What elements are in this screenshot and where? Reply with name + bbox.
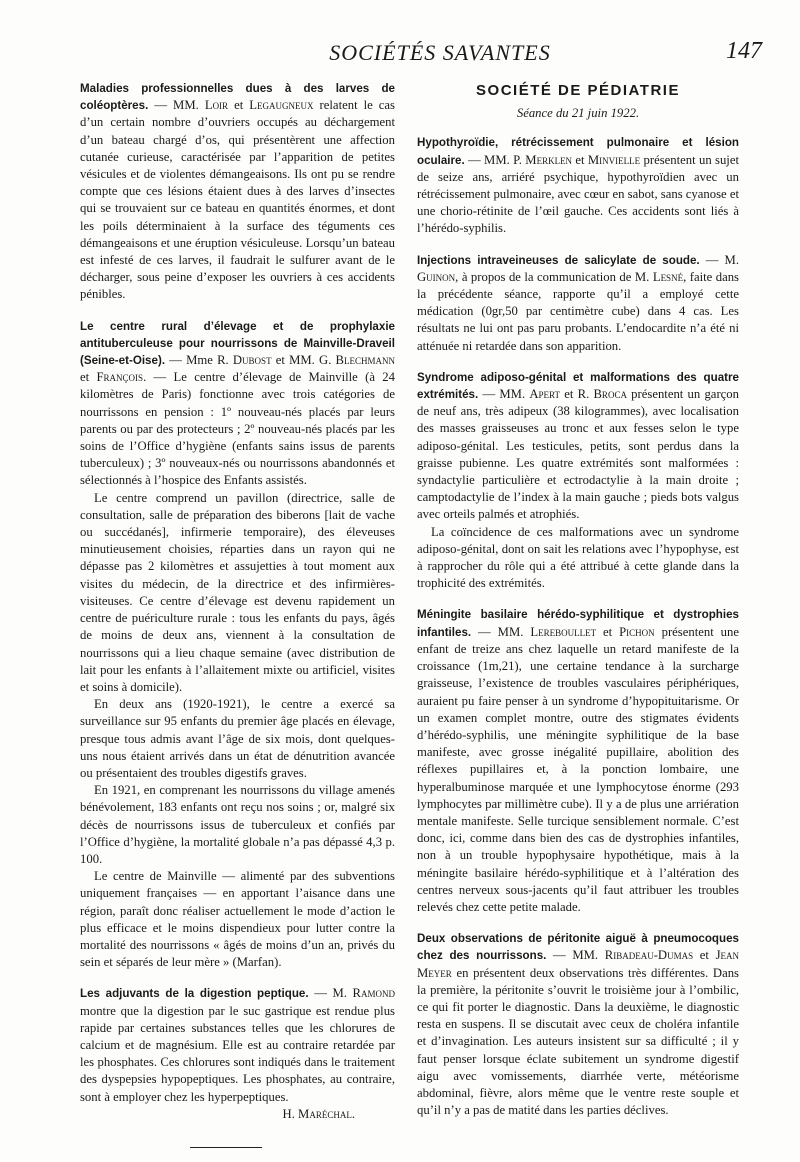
article-hypothyroidie [417, 134, 739, 237]
separator: — Mme [165, 353, 218, 368]
separator: — MM. [471, 624, 531, 639]
conjunction: et [572, 152, 588, 167]
author-name: R. Broca [577, 387, 627, 402]
article-title: Deux observations de péritonite aiguë à pneumocoques chez des nourrissons. [417, 932, 739, 963]
author-name: Guinon [417, 269, 456, 284]
conjunction: et [693, 948, 716, 963]
author-name: Pichon [619, 624, 655, 639]
author-name: R. Dubost [217, 353, 272, 368]
running-head [60, 40, 762, 66]
author-name: Loir [204, 98, 229, 113]
separator: — M. [308, 986, 353, 1001]
author-name: G. Blechmann [319, 353, 396, 368]
author-name: François [96, 370, 144, 385]
article-syndrome [417, 369, 739, 593]
article-body: présentent un garçon de neuf ans, très adipeux (38 kilogrammes), avec localisation des masses graisseuses au tronc et aux fesses selon le type adiposo-génital. Les testicules, petits, sont perdus dans la graisse pubienne. Les quatre extrémités sont malformées : syndactylie particulière et ectrodactylie à la main droite ; camptodactylie de l’index à la main gauche ; pieds bots valgus avec orteils palmés et atrophiés. [417, 387, 739, 522]
society-title: SOCIÉTÉ DE PÉDIATRIE [476, 82, 680, 99]
separator: — M. [699, 252, 739, 267]
separator: — MM. [478, 387, 530, 402]
separator: — MM. [546, 948, 605, 963]
author-name: Apert [529, 387, 560, 402]
article-paragraph [417, 930, 739, 1119]
article-paragraph [417, 606, 739, 916]
article-centre-rural [80, 318, 395, 972]
author-name: Jean Meyer [417, 948, 739, 980]
session-date: Séance du 21 juin 1922. [516, 106, 640, 121]
article-injections [417, 252, 739, 355]
article-body: présentent un sujet de seize ans, arriéré psychique, hypothyroïdien avec un rétrécissement pulmonaire, avec cœur en sabot, sans cyanose et une chorio-rétinite de l’œil gauche. Ces accidents sont liés à l’hérédo-syphilis. [417, 152, 739, 236]
article-paragraph [417, 134, 739, 237]
article-body: présentent une enfant de treize ans chez laquelle un retard manifeste de la croissance (1m,21), une certaine tendance à la surcharge graisseuse, l’existence de troubles vasculaires périphériques, auraient pu faire penser à un syndrome d’hypopituitarisme. Or un examen complet montre, outre des stigmates évidents d’hérédo-syphilis, une méningite syphilitique de la base manifeste, avec grosse inégalité pupillaire, abolition des réflexes pupillaires et, à la ponction lombaire, une hyperalbuminose marquée et une lymphocytose énorme (293 lymphocytes par millimètre cube). Il y a de plus une arriération mentale manifeste. Selle turcique sensiblement normale. C’est donc, ici, comme dans bien des cas de dystrophies infantiles, non à un trouble hypophysaire hypothétique, mais à la méningite basilaire hérédo-syphilitique et à l’altération des centres nerveux sous-jacents qu’il faut attribuer les troubles relevés chez cette petite malade. [417, 624, 739, 914]
article-title: Syndrome adiposo-génital et malformations des quatre extrémités. [417, 370, 739, 402]
article-paragraph: En 1921, en comprenant les nourrissons du village amenés bénévolement, 183 enfants ont reçu nos soins ; or, malgré six décès de nourrissons issus de tuberculeux et confiés par l’Office d’hygiène, la mortalité globale n’a pas dépassé 4,3 p. 100. [80, 783, 395, 866]
author-name: Legaugneux [249, 98, 314, 113]
article-title: Méningite basilaire hérédo-syphilitique et dystrophies infantiles. [417, 608, 739, 639]
article-title: Maladies professionnelles dues à des larves de coléoptères. [80, 82, 395, 113]
article-body: . — Le centre d’élevage de Mainville (à 24 kilomètres de Paris) fonctionne avec trois catégories de nourrissons en pension : 1º nouveau-nés placés par leurs parents ou par des protecteurs ; 2º nouveau-nés placés par les soins de l’Office d’hygiène (enfants sains issus de parents tuberculeux) ; 3º nouveaux-nés ou nourrissons abandonnés et sélectionnés à l’hospice des Enfants assistés. [80, 370, 395, 488]
article-paragraph [417, 369, 739, 524]
conjunction: et [596, 624, 620, 639]
article-peritonite [417, 930, 739, 1119]
conjunction: , à propos de la communication de M. [455, 269, 653, 284]
conjunction: et [80, 370, 97, 385]
author-name: P. Merklen [513, 152, 573, 167]
author-name: Minvielle [587, 152, 641, 167]
signature: H. Maréchal. [282, 1106, 355, 1121]
author-name: Lereboullet [530, 624, 597, 639]
article-maladies [80, 80, 395, 304]
article-paragraph [80, 318, 395, 490]
separator: — MM. [464, 152, 514, 167]
article-paragraph [80, 985, 395, 1105]
article-paragraph: En deux ans (1920-1921), le centre a exercé sa surveillance sur 95 enfants du premier âge placés en élevage, presque tous admis avant l’âge de six mois, dont quelques-uns nous étaient arrivés dans un état de dénutrition avancée ou présentaient des troubles digestifs graves. [80, 697, 395, 780]
author-name: Ribadeau-Dumas [604, 948, 694, 963]
article-title: Les adjuvants de la digestion peptique. [80, 987, 309, 1001]
end-rule [190, 1147, 262, 1148]
article-paragraph: Le centre comprend un pavillon (directrice, salle de consultation, salle de préparation des biberons [lait de vache ou succédanés], infirmerie temporaire), des éleveuses minutieusement choisies, réparties dans un rayon qui ne dépasse pas 2 kilomètres et assujetties à tout moment aux visites du médecin, de la directrice et des infirmières-visiteuses. Ce centre d’élevage est devenu rapidement un centre de puériculture rurale : tous les enfants du pays, âgés de moins de deux ans, viennent à la consultation de nourrissons qui a lieu chaque semaine (avec distribution de lait pour les enfants à l’allaitement mixte ou artificiel, visites et soins à domicile). [80, 490, 395, 694]
article-title: Injections intraveineuses de salicylate de soude. [417, 253, 700, 267]
article-body: en présentent deux observations très différentes. Dans la première, la péritonite s’ouvrit le troisième jour à l’ombilic, ce qui fit porter le diagnostic. Dans la deuxième, le diagnostic resta en suspens. Il se discutait avec ceux de choléra infantile et d’invagination. Les auteurs insistent sur sa difficulté ; il y faut penser lorsque éclate subitement un syndrome digestif aigu avec vomissements, diarrhée verte, météorisme abdominal, fièvre, alors même que le ventre reste souple et qu’il n’y a pas de matité dans les parties déclives. [417, 965, 739, 1118]
article-title: Le centre rural d’élevage et de prophylaxie antituberculeuse pour nourrissons de Mainville-Draveil (Seine-et-Oise). [80, 319, 395, 368]
conjunction: et [559, 387, 578, 402]
left-column [80, 80, 395, 1162]
article-paragraph [417, 252, 739, 355]
article-paragraph: Le centre de Mainville — alimenté par des subventions uniquement françaises — en apportant l’aisance dans une région, paraît donc réaliser actuellement le mode d’action le plus efficace et le moins dispendieux pour lutter contre la mortalité des nourrissons « âgés de moins d’un an, privés du sein et séparés de leur mère » (Marfan). [80, 869, 395, 970]
conjunction: et MM. [271, 353, 320, 368]
author-name: Lesné [652, 269, 684, 284]
separator: — MM. [148, 98, 205, 113]
article-paragraph: La coïncidence de ces malformations avec un syndrome adiposo-génital, dont on sait les relations avec l’hypophyse, est à rapprocher du rôle qui a été attribué à cette glande dans la trophicité des extrémités. [417, 524, 739, 591]
right-column [417, 80, 739, 1133]
running-title: SOCIÉTÉS SAVANTES [329, 40, 551, 65]
article-title: Hypothyroïdie, rétrécissement pulmonaire et lésion oculaire. [417, 136, 739, 167]
article-adjuvants [80, 985, 395, 1148]
article-meningite [417, 606, 739, 916]
article-body: relatent le cas d’un certain nombre d’ouvriers occupés au déchargement d’un bateau chargé d’os, qui présentèrent une affection cutanée curieuse, caractérisée par l’apparition de petites vésicules et de violentes démangeaisons. Ils ont pu se rendre compte que ces lésions étaient dues à des larves d’insectes qui se trouvaient sur ce bateau en quantités énormes, et dont les poils déterminaient à la surface des téguments ces démangeaisons et une éruption vésiculeuse. Lorsqu’un bateau est infesté de ces larves, il faudrait le sulfurer avant de le décharger, sous peine d’exposer les ouvriers à ces accidents pénibles. [80, 98, 395, 302]
author-name: Ramond [352, 986, 395, 1001]
article-body: montre que la digestion par le suc gastrique est rendue plus rapide par certaines substances telles que les chlorures de calcium et de magnésium. Elle est au contraire retardée par les phosphates. Ces chlorures sont indiqués dans le traitement des dyspepsies hypopeptiques. Les phosphates, au contraire, sont à employer chez les hyperpeptiques. [80, 1003, 395, 1104]
conjunction: et [228, 98, 250, 113]
article-body: , faite dans la précédente séance, rapporte qu’il a employé cette médication (0gr,50 par centimètre cube) dans 4 cas. Les résultats ne lui ont pas paru probants. L’endocardite n’a été ni atténuée ni retardée dans son apparition. [417, 269, 739, 353]
article-paragraph [80, 80, 395, 304]
page-number: 147 [726, 38, 762, 64]
